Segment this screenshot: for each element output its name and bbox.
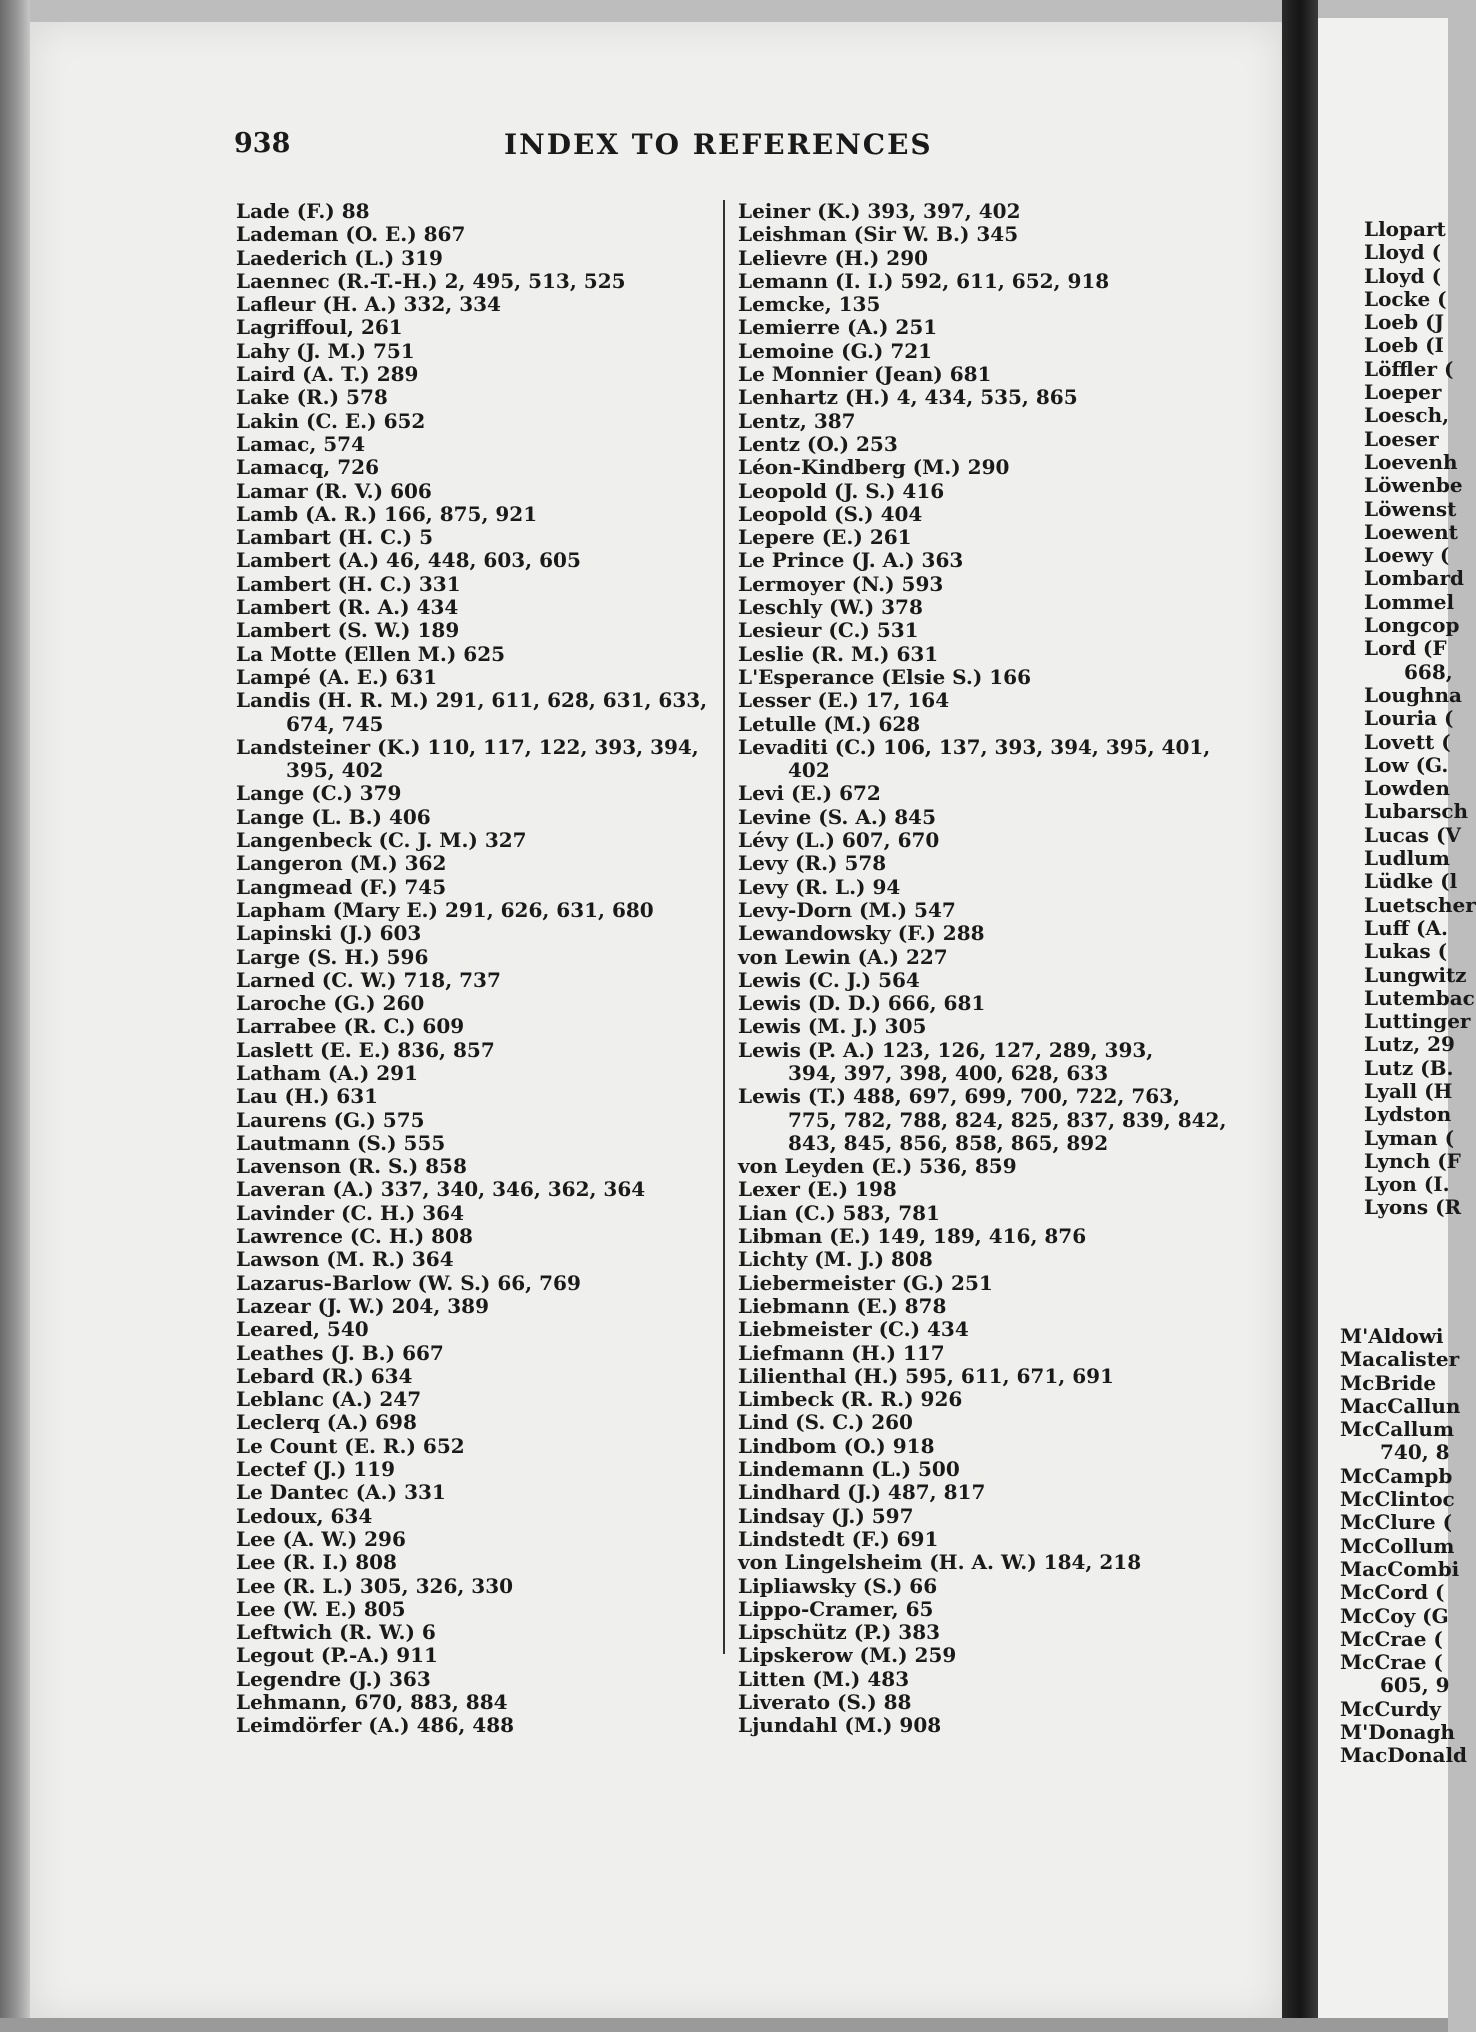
index-entry: Lectef (J.) 119	[236, 1457, 396, 1482]
index-entry: Leishman (Sir W. B.) 345	[738, 222, 1019, 247]
index-entry: Lemcke, 135	[738, 292, 881, 317]
page-number: 938	[234, 128, 291, 159]
index-entry: Lake (R.) 578	[236, 385, 388, 410]
index-entry: Lindbom (O.) 918	[738, 1433, 935, 1458]
index-entry: Levaditi (C.) 106, 137, 393, 394, 395, 401,	[738, 734, 1211, 759]
index-entry: Lungwitz	[1364, 962, 1467, 987]
index-entry: Macalister	[1340, 1347, 1460, 1372]
index-entry: Lavinder (C. H.) 364	[236, 1200, 464, 1225]
index-entry: Lamar (R. V.) 606	[236, 478, 432, 503]
index-entry: 674, 745	[286, 711, 384, 736]
index-entry: Luetscher	[1364, 892, 1476, 917]
index-entry: Lange (L. B.) 406	[236, 804, 431, 829]
index-entry: Lamb (A. R.) 166, 875, 921	[236, 501, 538, 526]
index-entry: Levy (R.) 578	[738, 851, 887, 876]
index-entry: Lehmann, 670, 883, 884	[236, 1690, 508, 1714]
index-entry: Lawson (M. R.) 364	[236, 1247, 454, 1272]
index-entry: Lau (H.) 631	[236, 1084, 379, 1109]
index-entry: Lewis (C. J.) 564	[738, 967, 920, 992]
index-entry: MacCombi	[1340, 1556, 1460, 1581]
index-entry: MacDonald	[1340, 1743, 1468, 1768]
index-entry: Lee (R. I.) 808	[236, 1550, 397, 1575]
index-entry: Lian (C.) 583, 781	[738, 1200, 940, 1225]
index-entry: Laird (A. T.) 289	[236, 362, 419, 387]
index-entry: 605, 9	[1380, 1673, 1450, 1698]
index-entry: Lilienthal (H.) 595, 611, 671, 691	[738, 1363, 1114, 1388]
index-entry: McClure (	[1340, 1510, 1453, 1535]
index-entry: Levy (R. L.) 94	[738, 874, 901, 899]
index-entry: Le Count (E. R.) 652	[236, 1433, 465, 1458]
index-entry: 843, 845, 856, 858, 865, 892	[788, 1130, 1109, 1155]
index-entry: Luttinger	[1364, 1009, 1471, 1034]
index-entry: Liebmann (E.) 878	[738, 1293, 947, 1318]
index-entry: Lord (F	[1364, 636, 1447, 661]
index-entry: Lazarus-Barlow (W. S.) 66, 769	[236, 1270, 581, 1295]
index-entry: Le Monnier (Jean) 681	[738, 362, 992, 387]
index-entry: Lippo-Cramer, 65	[738, 1596, 934, 1621]
index-entry: Lesser (E.) 17, 164	[738, 688, 950, 713]
index-entry: Loeb (J	[1364, 310, 1444, 335]
index-entry: Le Prince (J. A.) 363	[738, 548, 964, 573]
index-entry: Lubarsch	[1364, 799, 1469, 824]
index-entry: Lange (C.) 379	[236, 781, 402, 806]
index-entry: Loevenh	[1364, 449, 1458, 474]
index-entry: Lee (A. W.) 296	[236, 1526, 406, 1551]
index-entry: Lucas (V	[1364, 822, 1461, 847]
right-page-column-top	[1364, 218, 1476, 1220]
index-entry: Lafleur (H. A.) 332, 334	[236, 292, 501, 317]
index-entry: McCord (	[1340, 1580, 1445, 1605]
index-entry: Lelievre (H.) 290	[738, 245, 929, 270]
index-entry: Leimdörfer (A.) 486, 488	[236, 1713, 515, 1738]
index-entry: Lipliawsky (S.) 66	[738, 1573, 938, 1598]
index-entry: Lévy (L.) 607, 670	[738, 828, 940, 853]
index-entry: Lademan (O. E.) 867	[236, 222, 466, 247]
index-entry: Lermoyer (N.) 593	[738, 571, 944, 596]
index-entry: Lentz, 387	[738, 408, 856, 433]
index-entry: Larned (C. W.) 718, 737	[236, 967, 501, 992]
index-entry: Lambert (R. A.) 434	[236, 595, 459, 620]
index-entry: Levy-Dorn (M.) 547	[738, 897, 956, 922]
scan-bottom-border	[0, 2018, 1448, 2032]
index-entry: von Lewin (A.) 227	[738, 944, 948, 969]
index-entry: Liebermeister (G.) 251	[738, 1270, 993, 1295]
index-entry: Lyall (H	[1364, 1078, 1453, 1103]
index-entry: Lindemann (L.) 500	[738, 1457, 960, 1482]
index-entry: Lloyd (	[1364, 263, 1442, 288]
index-entry: Leftwich (R. W.) 6	[236, 1620, 436, 1645]
index-entry: von Lingelsheim (H. A. W.) 184, 218	[738, 1550, 1142, 1575]
index-entry: M'Aldowi	[1340, 1324, 1444, 1348]
index-entry: Leared, 540	[236, 1317, 369, 1342]
index-entry: Löffler (	[1364, 356, 1454, 381]
index-entry: Levi (E.) 672	[738, 781, 881, 806]
book-left-edge	[0, 0, 30, 2032]
index-entry: Lowden	[1364, 776, 1450, 801]
index-entry: Loesch,	[1364, 403, 1450, 428]
index-entry: Leiner (K.) 393, 397, 402	[738, 199, 1021, 223]
index-entry: Loeper	[1364, 380, 1442, 405]
index-entry: Löwenst	[1364, 496, 1457, 521]
index-entry: Legendre (J.) 363	[236, 1666, 431, 1691]
index-entry: Le Dantec (A.) 331	[236, 1480, 446, 1505]
index-entry: Leathes (J. B.) 667	[236, 1340, 444, 1365]
index-entry: Löwenbe	[1364, 473, 1463, 498]
index-entry: Liverato (S.) 88	[738, 1690, 912, 1714]
index-entry: Lepere (E.) 261	[738, 525, 912, 550]
index-entry: McCollum	[1340, 1533, 1455, 1558]
index-column-middle	[738, 200, 1238, 1738]
index-entry: McCampb	[1340, 1463, 1453, 1488]
index-entry: Limbeck (R. R.) 926	[738, 1387, 963, 1412]
index-entry: Laurens (G.) 575	[236, 1107, 425, 1132]
index-entry: Llopart	[1364, 217, 1446, 241]
index-entry: Lambert (A.) 46, 448, 603, 605	[236, 548, 581, 573]
index-entry: Laederich (L.) 319	[236, 245, 443, 270]
index-entry: McCallum	[1340, 1417, 1455, 1442]
index-entry: Lebard (R.) 634	[236, 1363, 413, 1388]
index-entry: Lynch (F	[1364, 1148, 1461, 1173]
index-entry: 394, 397, 398, 400, 628, 633	[788, 1060, 1109, 1085]
index-entry: Lampé (A. E.) 631	[236, 664, 438, 689]
index-entry: Lindstedt (F.) 691	[738, 1526, 939, 1551]
index-entry: Legout (P.-A.) 911	[236, 1643, 438, 1668]
index-entry: Lagriffoul, 261	[236, 315, 403, 340]
index-entry: Leopold (S.) 404	[738, 501, 923, 526]
index-entry: Lyon (I.	[1364, 1172, 1450, 1197]
index-entry: Letulle (M.) 628	[738, 711, 921, 736]
index-entry: Lawrence (C. H.) 808	[236, 1224, 473, 1249]
index-entry: Leclerq (A.) 698	[236, 1410, 417, 1435]
index-entry: Loughna	[1364, 682, 1462, 707]
right-page-fragment	[1318, 18, 1476, 2022]
index-entry: Leblanc (A.) 247	[236, 1387, 422, 1412]
index-entry: M'Donagh	[1340, 1720, 1455, 1745]
index-entry: La Motte (Ellen M.) 625	[236, 641, 506, 666]
page-title: INDEX TO REFERENCES	[504, 128, 933, 161]
index-entry: Lewis (T.) 488, 697, 699, 700, 722, 763,	[738, 1084, 1181, 1109]
index-entry: Latham (A.) 291	[236, 1060, 419, 1085]
index-entry: Lewandowsky (F.) 288	[738, 921, 985, 946]
index-entry: Leschly (W.) 378	[738, 595, 923, 620]
index-entry: Liebmeister (C.) 434	[738, 1317, 969, 1342]
index-entry: Lenhartz (H.) 4, 434, 535, 865	[738, 385, 1078, 410]
index-entry: Lexer (E.) 198	[738, 1177, 897, 1202]
book-gutter	[1282, 0, 1318, 2032]
index-entry: Lutz, 29	[1364, 1032, 1455, 1057]
index-entry: Lapham (Mary E.) 291, 626, 631, 680	[236, 897, 654, 922]
index-entry: Louria (	[1364, 706, 1454, 731]
index-entry: Low (G.	[1364, 752, 1449, 777]
index-entry: Lee (W. E.) 805	[236, 1596, 406, 1621]
index-entry: Lommel	[1364, 589, 1455, 614]
index-entry: Lutz (B.	[1364, 1055, 1454, 1080]
index-entry: Loewent	[1364, 519, 1458, 544]
index-entry: Lipskerow (M.) 259	[738, 1643, 957, 1668]
index-entry: Langenbeck (C. J. M.) 327	[236, 828, 527, 853]
index-entry: Lloyd (	[1364, 240, 1442, 265]
index-entry: Lavenson (R. S.) 858	[236, 1154, 467, 1179]
index-entry: Langeron (M.) 362	[236, 851, 447, 876]
index-entry: Lemann (I. I.) 592, 611, 652, 918	[738, 268, 1110, 293]
column-divider	[723, 200, 725, 1654]
index-entry: Lipschütz (P.) 383	[738, 1620, 941, 1645]
index-entry: Liefmann (H.) 117	[738, 1340, 945, 1365]
page-header	[234, 128, 1194, 168]
index-entry: Litten (M.) 483	[738, 1666, 910, 1691]
index-entry: 668,	[1404, 659, 1453, 684]
index-entry: Lemierre (A.) 251	[738, 315, 938, 340]
right-page-column-bottom	[1340, 1325, 1467, 1768]
index-entry: L'Esperance (Elsie S.) 166	[738, 664, 1032, 689]
index-entry: Larrabee (R. C.) 609	[236, 1014, 465, 1039]
index-entry: Laslett (E. E.) 836, 857	[236, 1037, 495, 1062]
index-entry: Lukas (	[1364, 939, 1448, 964]
index-entry: Lambert (H. C.) 331	[236, 571, 461, 596]
index-entry: Loeser	[1364, 426, 1439, 451]
index-entry: McClintoc	[1340, 1487, 1455, 1512]
index-entry: Ludlum	[1364, 846, 1450, 871]
index-entry: Longcop	[1364, 613, 1460, 638]
index-entry: Lydston	[1364, 1102, 1452, 1127]
index-entry: McCrae (	[1340, 1650, 1443, 1675]
index-entry: Leopold (J. S.) 416	[738, 478, 945, 503]
index-entry: Lee (R. L.) 305, 326, 330	[236, 1573, 514, 1598]
index-entry: Lüdke (l	[1364, 869, 1458, 894]
index-entry: McCrae (	[1340, 1626, 1443, 1651]
index-entry: Lautmann (S.) 555	[236, 1130, 446, 1155]
index-entry: Landsteiner (K.) 110, 117, 122, 393, 394,	[236, 734, 699, 759]
index-entry: Luff (A.	[1364, 915, 1448, 940]
index-entry: Loeb (I	[1364, 333, 1444, 358]
index-entry: Lapinski (J.) 603	[236, 921, 422, 946]
index-entry: Lade (F.) 88	[236, 199, 370, 223]
index-entry: Lewis (M. J.) 305	[738, 1014, 927, 1039]
index-entry: Lichty (M. J.) 808	[738, 1247, 933, 1272]
index-entry: Laennec (R.-T.-H.) 2, 495, 513, 525	[236, 268, 626, 293]
index-entry: Lindhard (J.) 487, 817	[738, 1480, 986, 1505]
index-entry: Landis (H. R. M.) 291, 611, 628, 631, 633,	[236, 688, 708, 713]
index-entry: Lamacq, 726	[236, 455, 379, 480]
index-entry: Ljundahl (M.) 908	[738, 1713, 942, 1738]
index-entry: Lentz (O.) 253	[738, 431, 898, 456]
index-entry: Leslie (R. M.) 631	[738, 641, 939, 666]
index-entry: McBride	[1340, 1370, 1437, 1395]
index-entry: Locke (	[1364, 286, 1447, 311]
index-entry: Lambert (S. W.) 189	[236, 618, 460, 643]
index-entry: Levine (S. A.) 845	[738, 804, 937, 829]
index-entry: Laroche (G.) 260	[236, 991, 425, 1016]
index-entry: MacCallun	[1340, 1393, 1461, 1418]
index-entry: Lewis (P. A.) 123, 126, 127, 289, 393,	[738, 1037, 1154, 1062]
index-entry: 740, 8	[1380, 1440, 1450, 1465]
index-entry: Loewy (	[1364, 543, 1450, 568]
index-entry: Lakin (C. E.) 652	[236, 408, 426, 433]
index-entry: Lewis (D. D.) 666, 681	[738, 991, 986, 1016]
index-entry: Lutembac	[1364, 985, 1475, 1010]
index-entry: Lombard	[1364, 566, 1465, 591]
index-entry: Lahy (J. M.) 751	[236, 338, 415, 363]
index-entry: Lambart (H. C.) 5	[236, 525, 434, 550]
index-entry: Langmead (F.) 745	[236, 874, 447, 899]
index-entry: Lesieur (C.) 531	[738, 618, 919, 643]
index-entry: Lyons (R	[1364, 1195, 1462, 1220]
index-entry: McCurdy	[1340, 1696, 1441, 1721]
index-column-left	[236, 200, 736, 1738]
index-entry: Lindsay (J.) 597	[738, 1503, 914, 1528]
index-entry: Lemoine (G.) 721	[738, 338, 933, 363]
index-entry: Lamac, 574	[236, 431, 365, 456]
index-entry: Ledoux, 634	[236, 1503, 373, 1528]
index-entry: Lind (S. C.) 260	[738, 1410, 913, 1435]
index-entry: Lazear (J. W.) 204, 389	[236, 1293, 490, 1318]
index-entry: 775, 782, 788, 824, 825, 837, 839, 842,	[788, 1107, 1227, 1132]
index-entry: Large (S. H.) 596	[236, 944, 429, 969]
index-entry: Laveran (A.) 337, 340, 346, 362, 364	[236, 1177, 646, 1202]
index-entry: Lyman (	[1364, 1125, 1455, 1150]
index-entry: Léon-Kindberg (M.) 290	[738, 455, 1010, 480]
index-entry: Lovett (	[1364, 729, 1451, 754]
index-entry: McCoy (G	[1340, 1603, 1449, 1628]
index-entry: Libman (E.) 149, 189, 416, 876	[738, 1224, 1087, 1249]
index-entry: von Leyden (E.) 536, 859	[738, 1154, 1017, 1179]
index-entry: 395, 402	[286, 758, 384, 783]
index-entry: 402	[788, 758, 830, 783]
